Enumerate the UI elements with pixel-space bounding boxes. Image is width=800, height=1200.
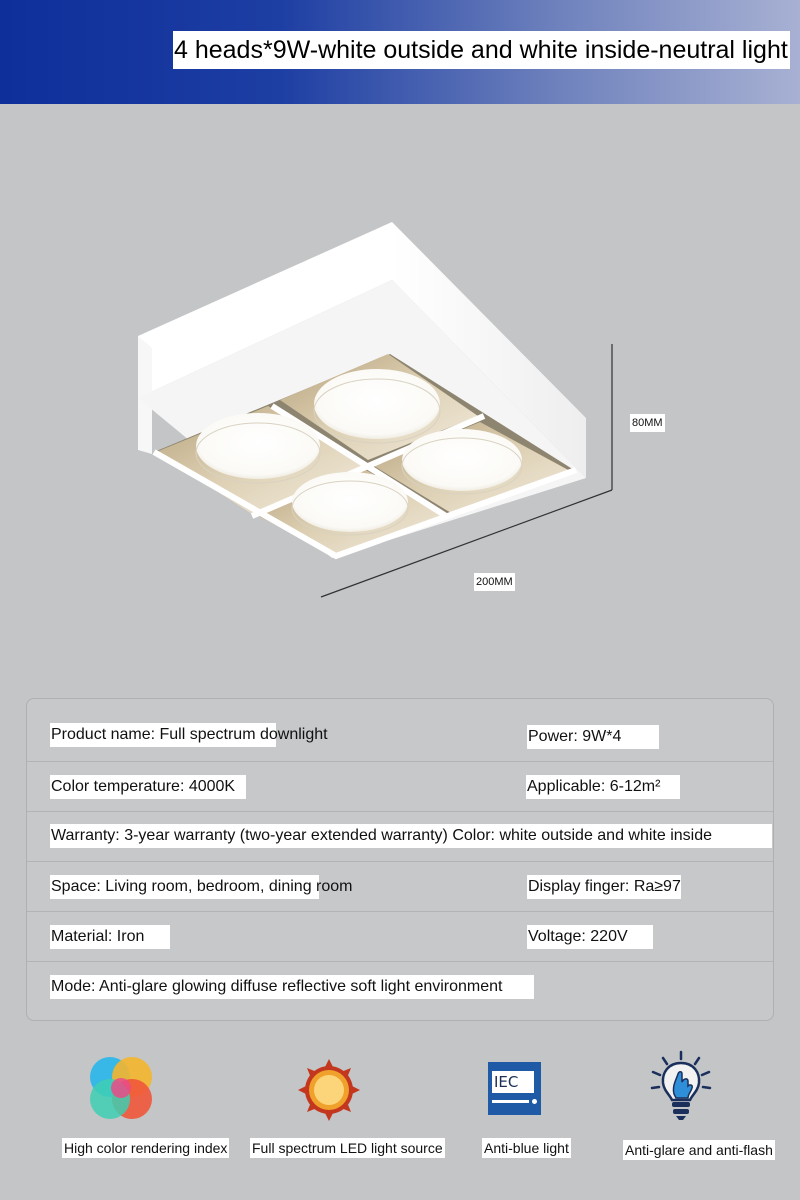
color-wheel-icon <box>88 1055 154 1126</box>
width-dimension-label: 200MM <box>474 573 515 591</box>
spec-display-finger: Display finger: Ra≥97 <box>527 875 681 899</box>
iec-badge-text: IEC <box>492 1071 534 1093</box>
spec-voltage: Voltage: 220V <box>527 925 653 949</box>
spec-applicable: Applicable: 6-12m² <box>526 775 680 799</box>
spec-product-name: Product name: Full spectrum downlight <box>50 723 276 747</box>
spec-table <box>26 698 774 1021</box>
feature-label-color-rendering: High color rendering index <box>64 1140 228 1156</box>
spec-space: Space: Living room, bedroom, dining room <box>50 875 319 899</box>
spec-mode: Mode: Anti-glare glowing diffuse reflective soft light environment <box>50 975 534 999</box>
hand-bulb-icon <box>648 1050 714 1127</box>
spec-material: Material: Iron <box>50 925 170 949</box>
spec-power: Power: 9W*4 <box>527 725 659 749</box>
spec-row <box>27 861 773 912</box>
spec-row <box>27 961 773 1012</box>
page-title: 4 heads*9W-white outside and white inside-neutral light <box>173 31 790 69</box>
product-figure <box>0 104 800 684</box>
spec-row <box>27 761 773 812</box>
iec-certificate-icon <box>488 1062 541 1115</box>
height-dimension-label: 80MM <box>630 414 665 432</box>
spec-row <box>27 712 773 762</box>
feature-label-full-spectrum: Full spectrum LED light source <box>252 1140 443 1156</box>
spec-warranty-color: Warranty: 3-year warranty (two-year extended warranty) Color: white outside and white inside <box>50 824 772 848</box>
spec-row <box>27 811 773 862</box>
sun-icon <box>296 1057 362 1128</box>
spec-color-temperature: Color temperature: 4000K <box>50 775 246 799</box>
feature-label-anti-glare: Anti-glare and anti-flash <box>625 1142 773 1158</box>
spec-row <box>27 911 773 962</box>
product-illustration <box>0 104 800 684</box>
feature-label-anti-blue: Anti-blue light <box>484 1140 569 1156</box>
